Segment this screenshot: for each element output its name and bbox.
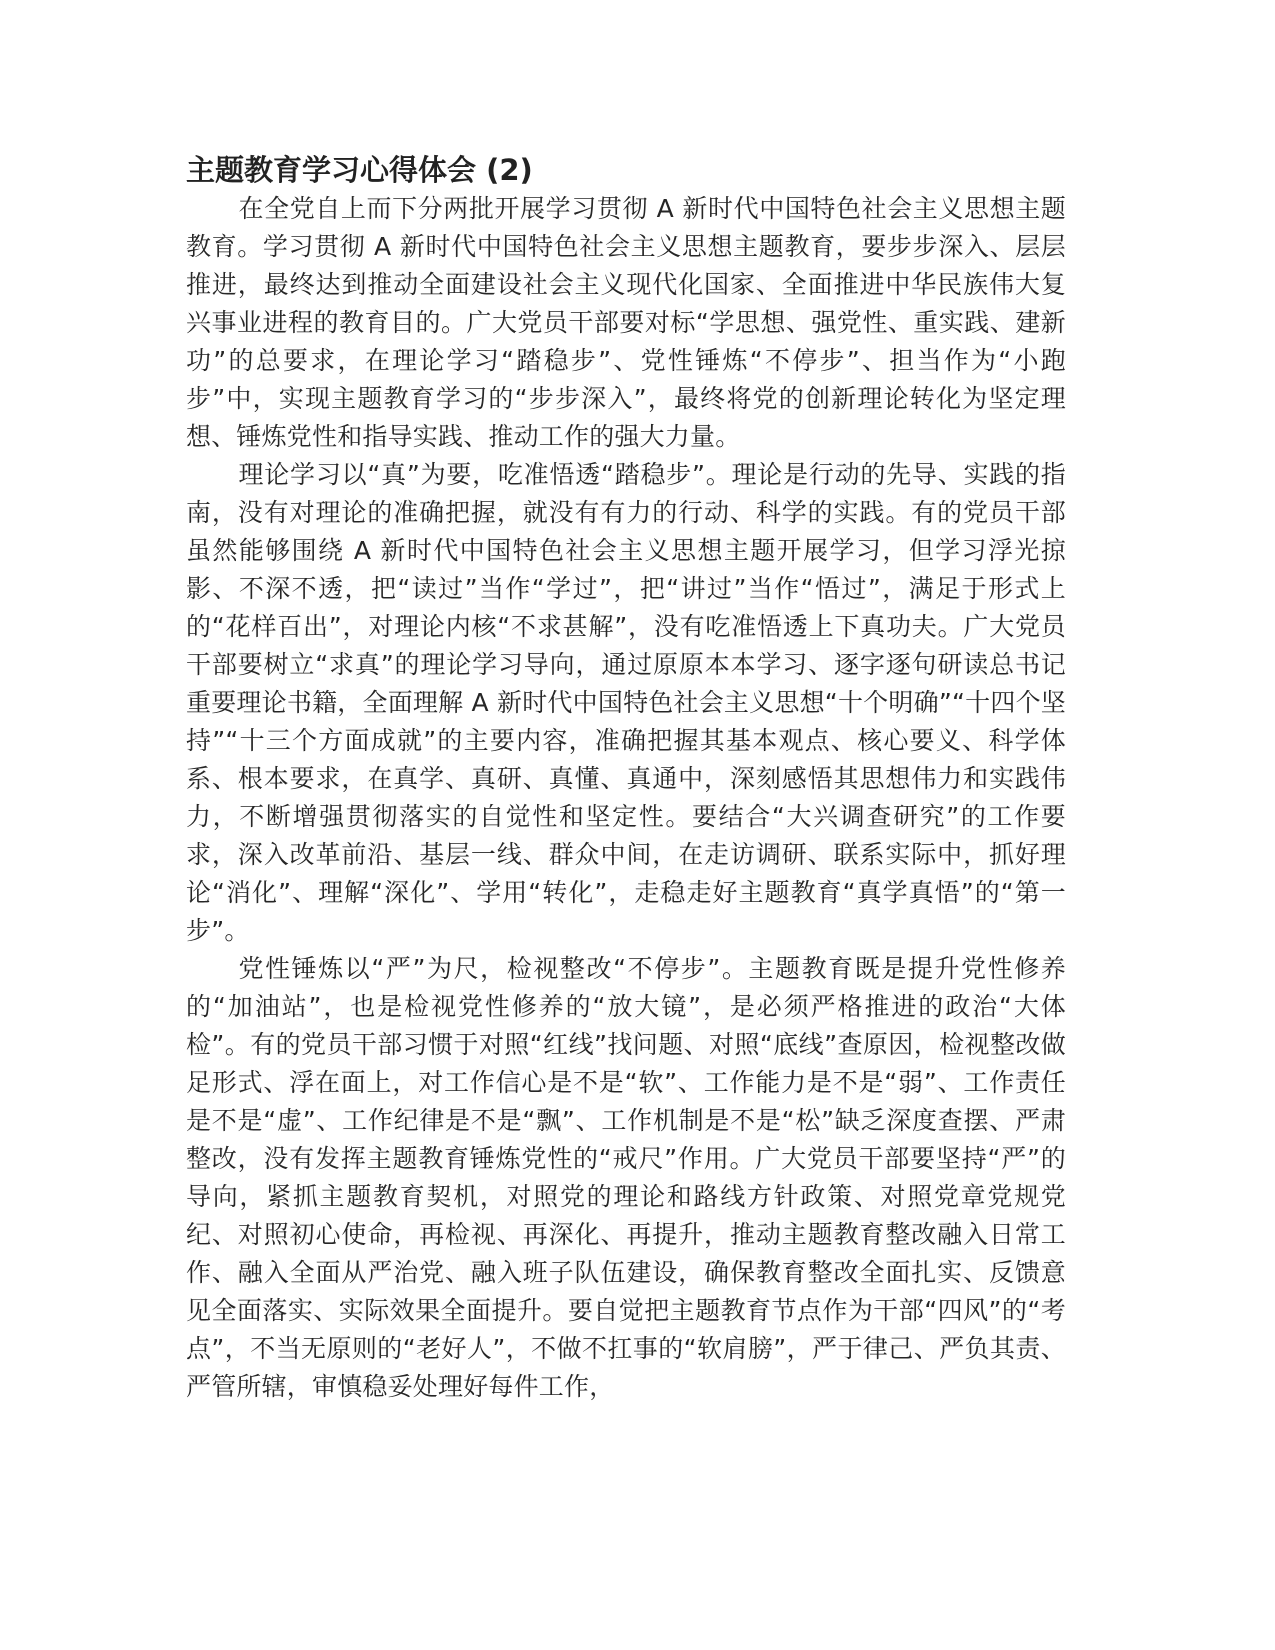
paragraph-2: 理论学习以“真”为要，吃准悟透“踏稳步”。理论是行动的先导、实践的指南，没有对理论的准确把握，就没有有力的行动、科学的实践。有的党员干部虽然能够围绕 A 新时代中国特色社会主义思想主题开展学习，但学习浮光掠影、不深不透，把“读过”当作“学过”，把“讲过”当作“悟过”，满足于形式上的“花样百出”，对理论内核“不求甚解”，没有吃准悟透上下真功夫。广大党员干部要树立“求真”的理论学习导向，通过原原本本学习、逐字逐句研读总书记重要理论书籍，全面理解 A 新时代中国特色社会主义思想“十个明确”“十四个坚持”“十三个方面成就”的主要内容，准确把握其基本观点、核心要义、科学体系、根本要求，在真学、真研、真懂、真通中，深刻感悟其思想伟力和实践伟力，不断增强贯彻落实的自觉性和坚定性。要结合“大兴调查研究”的工作要求，深入改革前沿、基层一线、群众中间，在走访调研、联系实际中，抓好理论“消化”、理解“深化”、学用“转化”，走稳走好主题教育“真学真悟”的“第一步”。 [186,460,1066,945]
paragraph-1: 在全党自上而下分两批开展学习贯彻 A 新时代中国特色社会主义思想主题教育。学习贯彻 A 新时代中国特色社会主义思想主题教育，要步步深入、层层推进，最终达到推动全面建设社会主义现代化国家、全面推进中华民族伟大复兴事业进程的教育目的。广大党员干部要对标“学思想、强党性、重实践、建新功”的总要求，在理论学习“踏稳步”、党性锤炼“不停步”、担当作为“小跑步”中，实现主题教育学习的“步步深入”，最终将党的创新理论转化为坚定理想、锤炼党性和指导实践、推动工作的强大力量。 [186,194,1066,451]
document-title: 主题教育学习心得体会 (2) [186,153,533,187]
document-page [186,150,1066,1406]
paragraph-3: 党性锤炼以“严”为尺，检视整改“不停步”。主题教育既是提升党性修养的“加油站”，也是检视党性修养的“放大镜”，是必须严格推进的政治“大体检”。有的党员干部习惯于对照“红线”找问题、对照“底线”查原因，检视整改做足形式、浮在面上，对工作信心是不是“软”、工作能力是不是“弱”、工作责任是不是“虚”、工作纪律是不是“飘”、工作机制是不是“松”缺乏深度查摆、严肃整改，没有发挥主题教育锤炼党性的“戒尺”作用。广大党员干部要坚持“严”的导向，紧抓主题教育契机，对照党的理论和路线方针政策、对照党章党规党纪、对照初心使命，再检视、再深化、再提升，推动主题教育整改融入日常工作、融入全面从严治党、融入班子队伍建设，确保教育整改全面扎实、反馈意见全面落实、实际效果全面提升。要自觉把主题教育节点作为干部“四风”的“考点”，不当无原则的“老好人”，不做不扛事的“软肩膀”，严于律己、严负其责、严管所辖，审慎稳妥处理好每件工作， [186,954,1066,1401]
